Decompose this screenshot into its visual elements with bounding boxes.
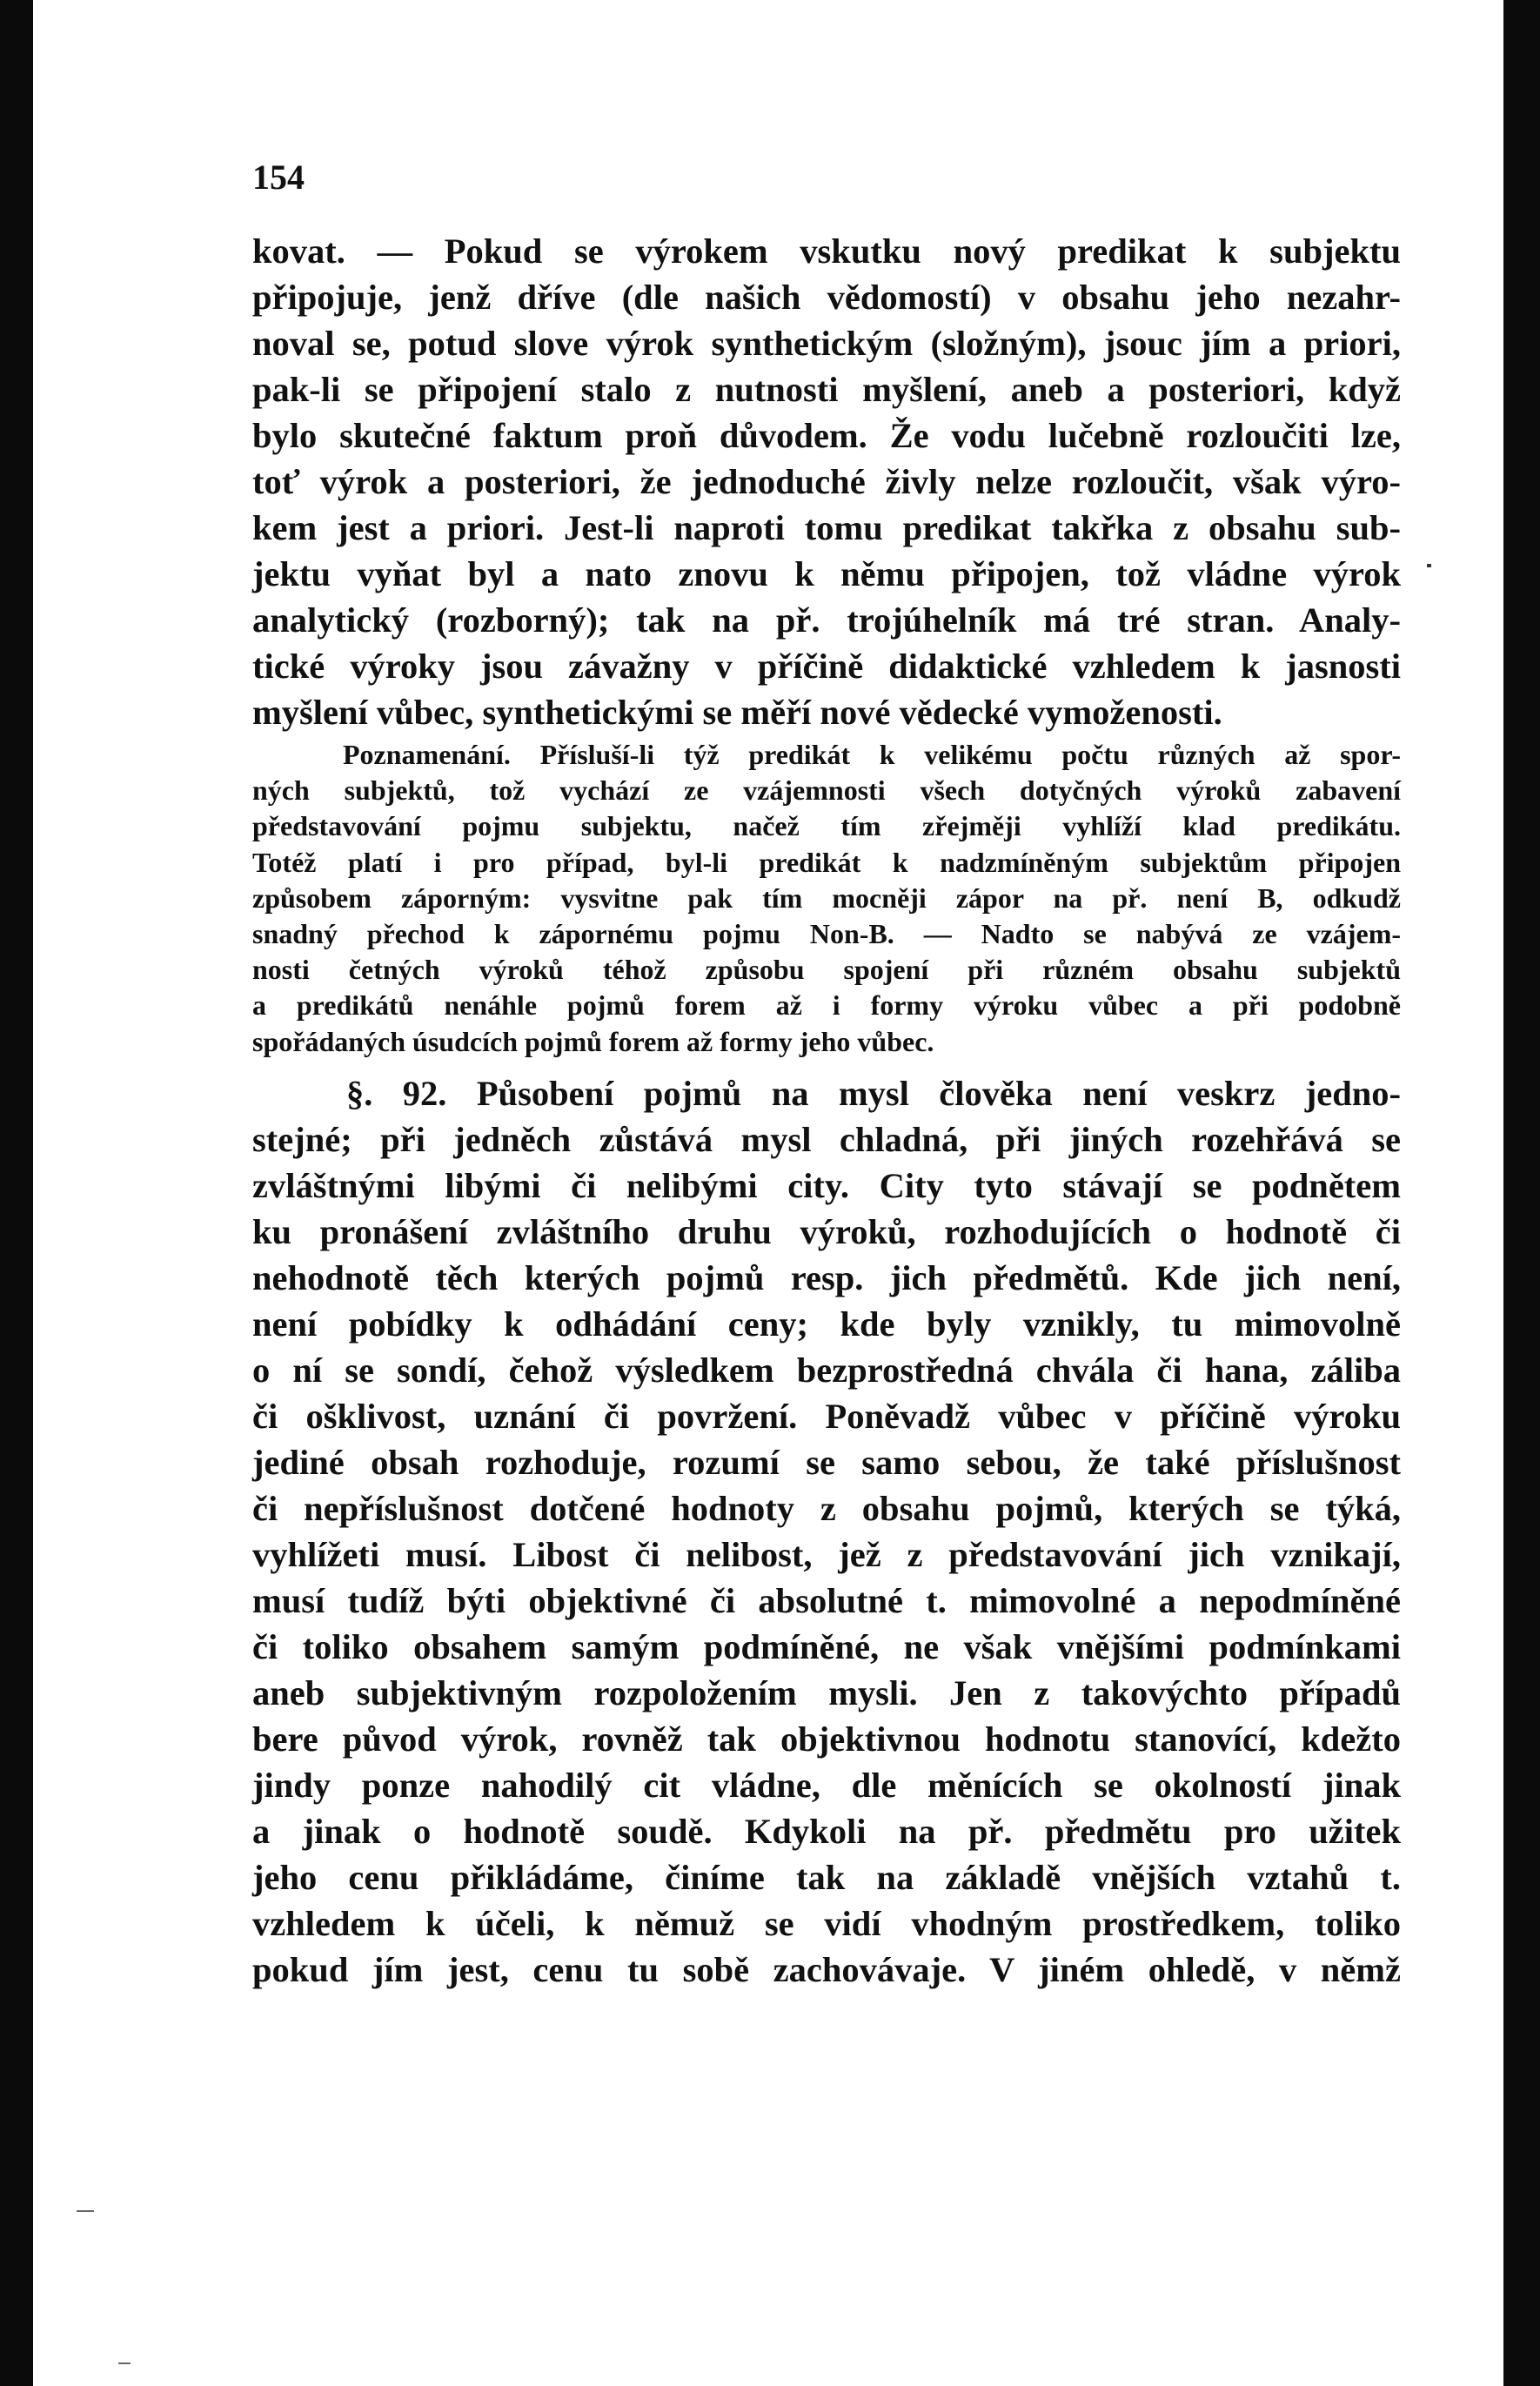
text-line: bere původ výrok, rovněž tak objektivnou hodnotu stanovící, kdežto <box>252 1719 1401 1759</box>
page-number: 154 <box>252 158 305 197</box>
text-line: toť výrok a posteriori, že jednoduché živly nelze rozloučit, však výro- <box>252 462 1401 501</box>
text-line: pokud jím jest, cenu tu sobě zachovávaje. V jiném ohledě, v němž <box>252 1949 1401 1989</box>
page-text <box>252 228 1401 1993</box>
text-line: musí tudíž býti objektivné či absolutné t. mimovolné a nepodmíněné <box>252 1580 1401 1620</box>
text-line: stejné; při jedněch zůstává mysl chladná, při jiných rozehřává se <box>252 1119 1401 1159</box>
note-line: nosti četných výroků téhož způsobu spojení při různém obsahu subjektů <box>252 954 1401 986</box>
text-line: ku pronášení zvláštního druhu výroků, rozhodujících o hodnotě či <box>252 1211 1401 1251</box>
text-line: či ošklivost, uznání či povržení. Poněvadž vůbec v příčině výroku <box>252 1396 1401 1436</box>
text-line: a jinak o hodnotě soudě. Kdykoli na př. předmětu pro užitek <box>252 1811 1401 1851</box>
note-line: způsobem záporným: vysvitne pak tím mocněji zápor na př. není B, odkudž <box>252 881 1401 914</box>
scan-mark <box>77 2210 94 2212</box>
note-poznamenani <box>252 737 1401 1060</box>
note-line: snadný přechod k zápornému pojmu Non-B. — Nadto se nabývá ze vzájem- <box>252 918 1401 950</box>
text-line: jindy ponze nahodilý cit vládne, dle měnících se okolností jinak <box>252 1765 1401 1805</box>
text-line: jediné obsah rozhoduje, rozumí se samo sebou, že také příslušnost <box>252 1442 1401 1482</box>
text-line: není pobídky k odhádání ceny; kde byly vznikly, tu mimovolně <box>252 1304 1401 1344</box>
text-line: zvláštnými libými či nelibými city. City tyto stávají se podnětem <box>252 1165 1401 1205</box>
text-line: připojuje, jenž dříve (dle našich vědomostí) v obsahu jeho nezahr- <box>252 278 1401 317</box>
note-line: představování pojmu subjektu, načež tím zřejměji vyhlíží klad predikátu. <box>252 810 1401 842</box>
note-line: Poznamenání. Přísluší-li týž predikát k velikému počtu různých až spor- <box>343 739 1401 770</box>
text-line: myšlení vůbec, synthetickými se měří nové vědecké vymoženosti. <box>252 693 1222 732</box>
text-line: či nepříslušnost dotčené hodnoty z obsahu pojmů, kterých se týká, <box>252 1488 1401 1528</box>
text-line: vzhledem k účeli, k němuž se vidí vhodným prostředkem, toliko <box>252 1903 1401 1943</box>
text-line: §. 92. Působení pojmů na mysl člověka není veskrz jedno- <box>346 1073 1401 1113</box>
text-line: pak-li se připojení stalo z nutnosti myšlení, aneb a posteriori, když <box>252 370 1401 409</box>
text-line: analytický (rozborný); tak na př. trojúhelník má tré stran. Analy- <box>252 600 1401 640</box>
text-line: nehodnotě těch kterých pojmů resp. jich předmětů. Kde jich není, <box>252 1257 1401 1297</box>
text-line: kem jest a priori. Jest-li naproti tomu predikat takřka z obsahu sub- <box>252 508 1401 547</box>
note-line: ných subjektů, tož vychází ze vzájemnosti všech dotyčných výroků zabavení <box>252 774 1401 807</box>
scan-mark <box>118 2363 131 2364</box>
scan-speck <box>1427 564 1431 567</box>
text-line: jektu vyňat byl a nato znovu k němu připojen, tož vládne výrok <box>252 554 1401 593</box>
text-line: o ní se sondí, čehož výsledkem bezprostředná chvála či hana, záliba <box>252 1350 1401 1390</box>
text-line: či toliko obsahem samým podmíněné, ne však vnějšími podmínkami <box>252 1626 1401 1666</box>
note-line: Totéž platí i pro případ, byl-li predikát k nadzmíněným subjektům připojen <box>252 846 1401 878</box>
text-line: aneb subjektivným rozpoložením mysli. Jen z takovýchto případů <box>252 1672 1401 1712</box>
text-line: kovat. — Pokud se výrokem vskutku nový predikat k subjektu <box>252 231 1401 271</box>
book-page <box>33 0 1503 2386</box>
note-line: a predikátů nenáhle pojmů forem až i formy výroku vůbec a při podobně <box>252 989 1401 1022</box>
text-line: noval se, potud slove výrok synthetickým (složným), jsouc jím a priori, <box>252 324 1401 363</box>
text-line: bylo skutečné faktum proň důvodem. Že vodu lučebně rozloučiti lze, <box>252 416 1401 455</box>
text-line: tické výroky jsou závažny v příčině didaktické vzhledem k jasnosti <box>252 647 1401 686</box>
paragraph-section-92 <box>252 1070 1401 1993</box>
paragraph-synthetic-analytic-judgments <box>252 228 1401 735</box>
note-line: spořádaných úsudcích pojmů forem až formy jeho vůbec. <box>252 1025 934 1057</box>
text-line: jeho cenu přikládáme, činíme tak na základě vnějších vztahů t. <box>252 1857 1401 1897</box>
text-line: vyhlížeti musí. Libost či nelibost, jež z představování jich vznikají, <box>252 1534 1401 1574</box>
